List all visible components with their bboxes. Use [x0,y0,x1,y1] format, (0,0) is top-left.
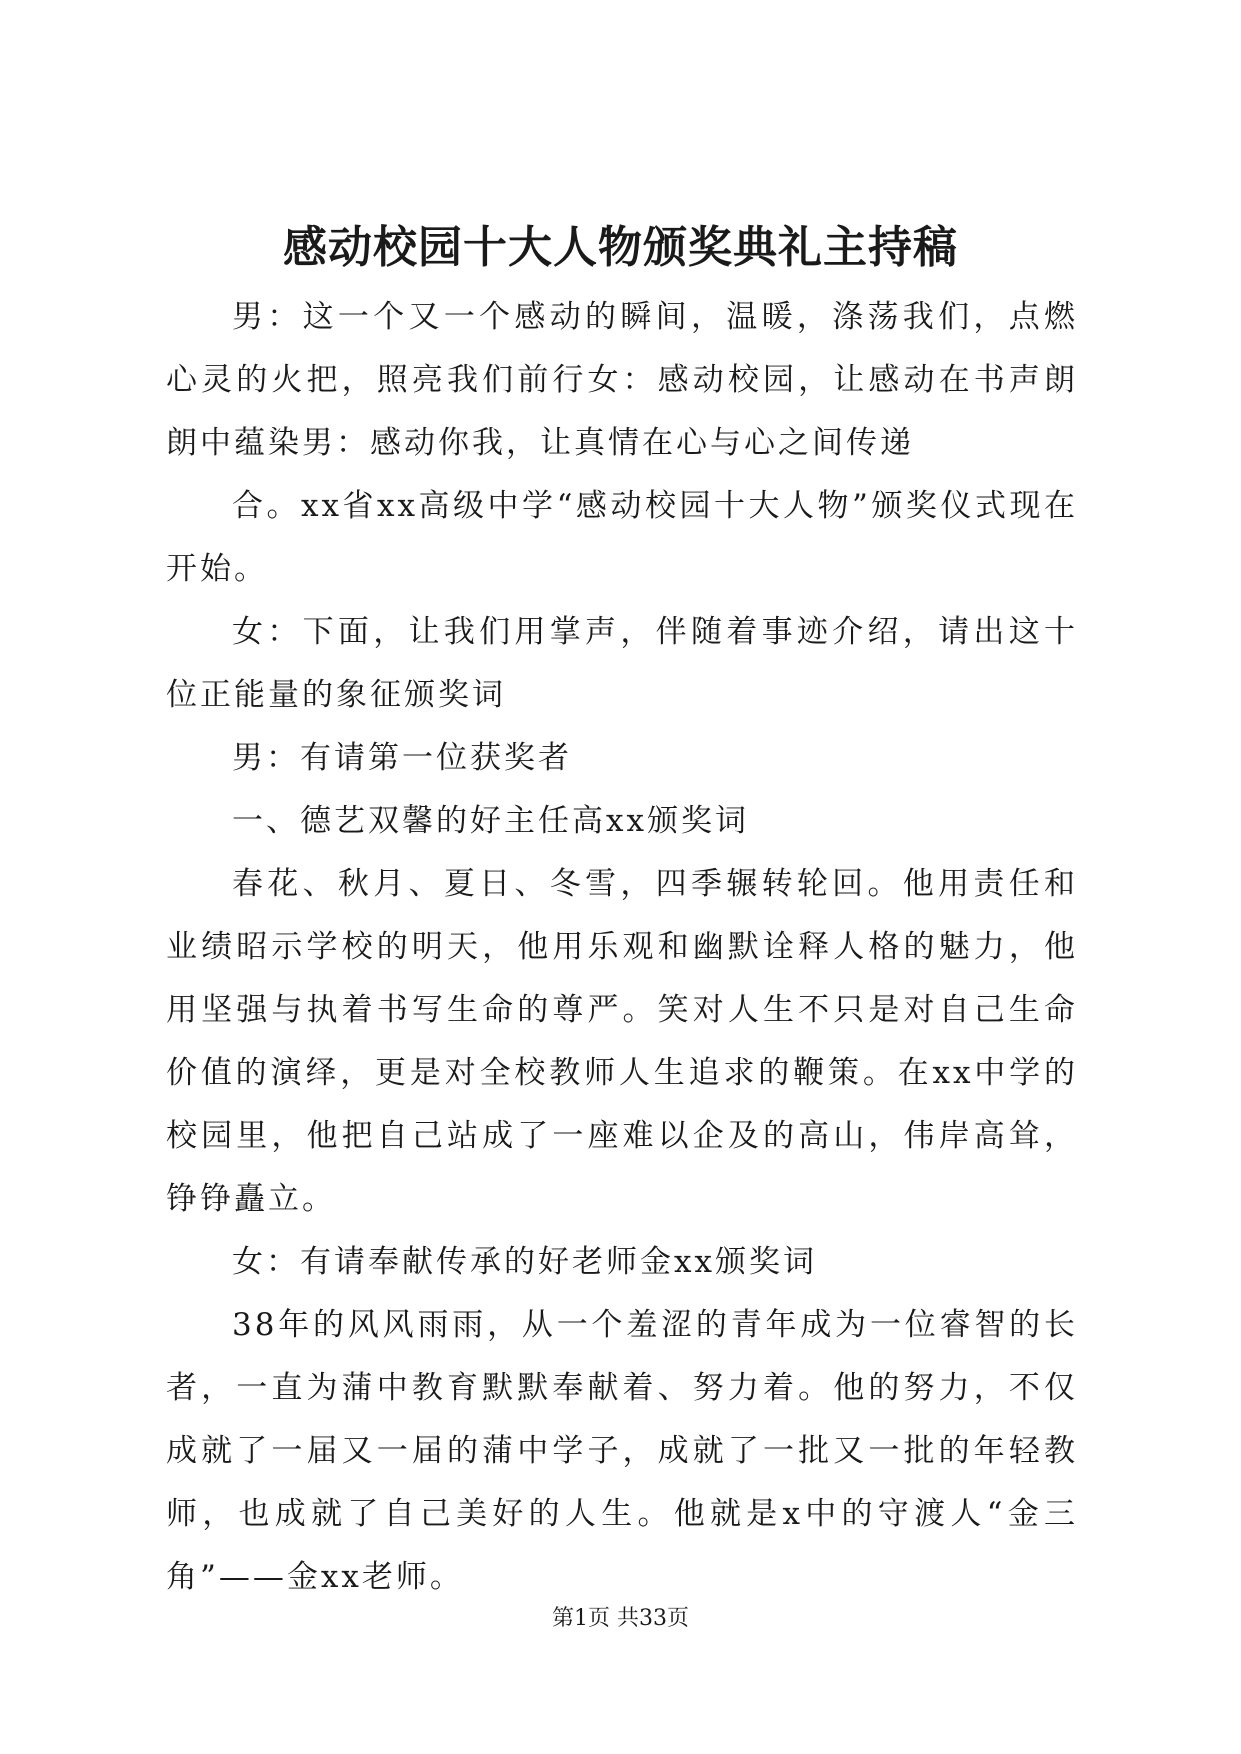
total-pages: 33 [639,1606,667,1631]
paragraph: 女：下面，让我们用掌声，伴随着事迹介绍，请出这十位正能量的象征颁奖词 [166,614,1078,713]
document-title: 感动校园十大人物颁奖典礼主持稿 [283,222,958,273]
paragraph: 女：有请奉献传承的好老师金xx颁奖词 [232,1244,817,1280]
page-suffix: 页 [667,1606,690,1631]
page-footer [0,1604,1241,1634]
paragraph: 男：有请第一位获奖者 [232,740,572,776]
page-prefix: 第 [551,1606,574,1631]
page-mid: 页 共 [588,1606,639,1631]
paragraph: 春花、秋月、夏日、冬雪，四季辗转轮回。他用责任和业绩昭示学校的明天，他用乐观和幽默诠释人格的魅力，他用坚强与执着书写生命的尊严。笑对人生不只是对自己生命价值的演绎，更是对全校教师人生追求的鞭策。在xx中学的校园里，他把自己站成了一座难以企及的高山，伟岸高耸，铮铮矗立。 [166,866,1078,1217]
paragraph: 一、德艺双馨的好主任高xx颁奖词 [232,803,749,839]
paragraph: 男：这一个又一个感动的瞬间，温暖，涤荡我们，点燃心灵的火把，照亮我们前行女：感动校园，让感动在书声朗朗中蕴染男：感动你我，让真情在心与心之间传递 [166,299,1078,461]
page-number: 1 [574,1606,588,1631]
paragraph: 合。xx省xx高级中学“感动校园十大人物”颁奖仪式现在开始。 [166,488,1078,587]
paragraph: 38年的风风雨雨，从一个羞涩的青年成为一位睿智的长者，一直为蒲中教育默默奉献着、努力着。他的努力，不仅成就了一届又一届的蒲中学子，成就了一批又一批的年轻教师，也成就了自己美好的人生。他就是x中的守渡人“金三角”——金xx老师。 [166,1307,1078,1595]
document-body [166,286,1078,1609]
